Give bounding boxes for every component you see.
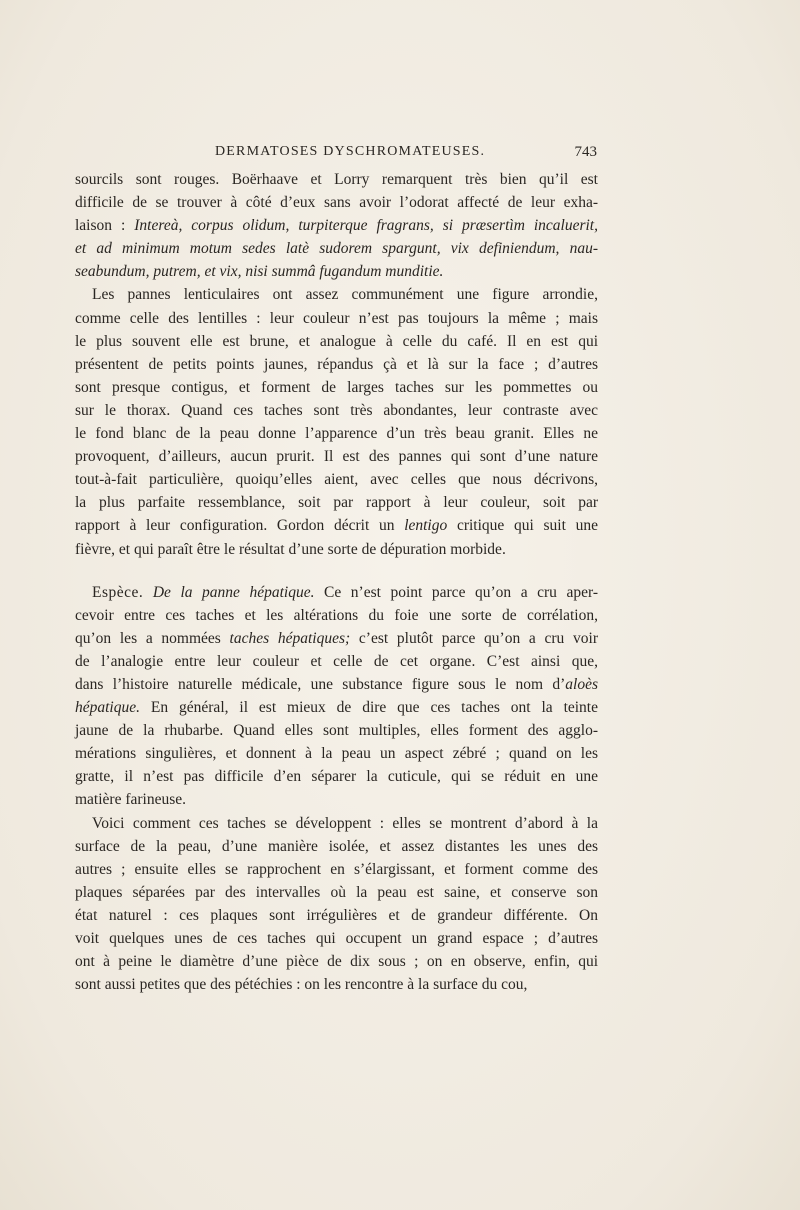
text-run: sont aussi petites que des pétéchies : on les rencontre à la surface du cou, bbox=[75, 976, 528, 994]
text-run: mérations singulières, et donnent à la peau un aspect zébré ; quand on les bbox=[75, 745, 598, 763]
italic-text: lentigo bbox=[404, 517, 448, 535]
italic-text: taches hépatiques; bbox=[229, 629, 351, 647]
text-line bbox=[75, 214, 598, 237]
text-line bbox=[75, 765, 598, 788]
text-line bbox=[75, 627, 598, 650]
text-line bbox=[75, 468, 598, 491]
text-line bbox=[75, 191, 598, 214]
text-run: qu’on les a nommées bbox=[75, 629, 230, 647]
text-line bbox=[75, 376, 598, 399]
text-line bbox=[75, 812, 598, 835]
text-line bbox=[75, 260, 598, 283]
text-run: cevoir entre ces taches et les altérations du foie une sorte de corrélation, bbox=[75, 606, 598, 624]
text-run: sur le thorax. Quand ces taches sont très abondantes, leur contraste avec bbox=[75, 401, 598, 419]
paragraph bbox=[75, 581, 598, 812]
italic-text: Intereà, corpus olidum, turpiterque fragrans, si præsertìm incaluerit, bbox=[134, 217, 598, 235]
paragraph bbox=[75, 812, 598, 997]
italic-text: seabundum, putrem, et vix, nisi summâ fugandum munditie. bbox=[75, 263, 444, 281]
paragraph bbox=[75, 283, 598, 560]
text-run: la plus parfaite ressemblance, soit par rapport à leur couleur, soit par bbox=[75, 494, 598, 512]
text-run: difficile de se trouver à côté d’eux sans avoir l’odorat affecté de leur exha- bbox=[75, 194, 598, 212]
text-run: de l’analogie entre leur couleur et celle de cet organe. C’est ainsi que, bbox=[75, 652, 598, 670]
text-run: dans l’histoire naturelle médicale, une substance figure sous le nom d’ bbox=[75, 675, 566, 693]
text-line bbox=[75, 307, 598, 330]
italic-text: aloès bbox=[565, 675, 598, 693]
text-line bbox=[75, 950, 598, 973]
text-run: autres ; ensuite elles se rapprochent en s’élargissant, et forment comme des bbox=[75, 860, 598, 878]
text-run: Voici comment ces taches se développent : elles se montrent d’abord à la bbox=[92, 814, 598, 832]
text-line bbox=[75, 604, 598, 627]
text-line bbox=[75, 788, 598, 811]
text-line bbox=[75, 353, 598, 376]
text-run: laison : bbox=[75, 217, 135, 235]
text-run: En général, il est mieux de dire que ces taches ont la teinte bbox=[140, 699, 598, 717]
text-run: gratte, il n’est pas difficile d’en séparer la cuticule, qui se réduit en une bbox=[75, 768, 598, 786]
text-run: Ce n’est point parce qu’on a cru aper- bbox=[314, 583, 598, 601]
text-line bbox=[75, 881, 598, 904]
text-line bbox=[75, 904, 598, 927]
text-run: sourcils sont rouges. Boërhaave et Lorry remarquent très bien qu’il est bbox=[75, 171, 598, 188]
text-line bbox=[75, 491, 598, 514]
text-line bbox=[75, 422, 598, 445]
text-run: sont presque contigus, et forment de larges taches sur les pommettes ou bbox=[75, 378, 598, 396]
text-run: voit quelques unes de ces taches qui occupent un grand espace ; d’autres bbox=[75, 930, 598, 947]
text-run: état naturel : ces plaques sont irrégulières et de grandeur différente. On bbox=[75, 906, 598, 924]
page-header bbox=[215, 144, 597, 166]
text-line bbox=[75, 835, 598, 858]
text-run: jaune de la rhubarbe. Quand elles sont multiples, elles forment des agglo- bbox=[75, 722, 598, 740]
text-run: fièvre, et qui paraît être le résultat d’une sorte de dépuration morbide. bbox=[75, 540, 506, 558]
text-line bbox=[75, 330, 598, 353]
text-run: le fond blanc de la peau donne l’apparence d’un très beau granit. Elles ne bbox=[75, 425, 598, 443]
page-number: 743 bbox=[574, 144, 597, 160]
text-line bbox=[75, 650, 598, 673]
paragraph bbox=[75, 168, 598, 283]
text-run: c’est plutôt parce qu’on a cru voir bbox=[350, 629, 598, 647]
text-line bbox=[75, 581, 598, 604]
text-run: ont à peine le diamètre d’une pièce de dix sous ; on en observe, enfin, qui bbox=[75, 953, 598, 971]
text-line bbox=[75, 696, 598, 719]
text-run: provoquent, d’ailleurs, aucun prurit. Il est des pannes qui sont d’une nature bbox=[75, 448, 598, 466]
section-label: Espèce. bbox=[92, 583, 144, 601]
text-run: plaques séparées par des intervalles où la peau est saine, et conserve son bbox=[75, 883, 598, 901]
text-line bbox=[75, 168, 598, 191]
text-line bbox=[75, 742, 598, 765]
text-line bbox=[75, 858, 598, 881]
text-line bbox=[75, 237, 598, 260]
text-run: tout-à-fait particulière, quoiqu’elles aient, avec celles que nous décrivons, bbox=[75, 471, 598, 489]
text-line bbox=[75, 514, 598, 537]
text-line bbox=[75, 538, 598, 561]
italic-text: et ad minimum motum sedes latè sudorem spargunt, vix definiendum, nau- bbox=[75, 240, 598, 258]
text-line bbox=[75, 719, 598, 742]
text-run: présentent de petits points jaunes, répandus çà et là sur la face ; d’autres bbox=[75, 355, 598, 373]
body-text bbox=[75, 168, 598, 996]
text-line bbox=[75, 927, 598, 950]
text-line bbox=[75, 973, 598, 996]
text-run: matière farineuse. bbox=[75, 791, 187, 809]
text-run: Les pannes lenticulaires ont assez communément une figure arrondie, bbox=[92, 286, 598, 304]
text-run: rapport à leur configuration. Gordon décrit un bbox=[75, 517, 405, 535]
paragraph-gap bbox=[75, 561, 598, 581]
text-run: critique qui suit une bbox=[447, 517, 598, 535]
italic-text: De la panne hépatique. bbox=[152, 583, 315, 601]
text-line bbox=[75, 283, 598, 306]
text-line bbox=[75, 445, 598, 468]
text-line bbox=[75, 673, 598, 696]
running-title: DERMATOSES DYSCHROMATEUSES. bbox=[215, 144, 486, 159]
italic-text: hépatique. bbox=[75, 699, 140, 717]
text-run: comme celle des lentilles : leur couleur n’est pas toujours la même ; mais bbox=[75, 309, 598, 327]
text-run bbox=[143, 584, 153, 601]
text-run: surface de la peau, d’une manière isolée, et assez distantes les unes des bbox=[75, 837, 598, 855]
text-line bbox=[75, 399, 598, 422]
text-run: le plus souvent elle est brune, et analogue à celle du café. Il en est qui bbox=[75, 332, 598, 350]
